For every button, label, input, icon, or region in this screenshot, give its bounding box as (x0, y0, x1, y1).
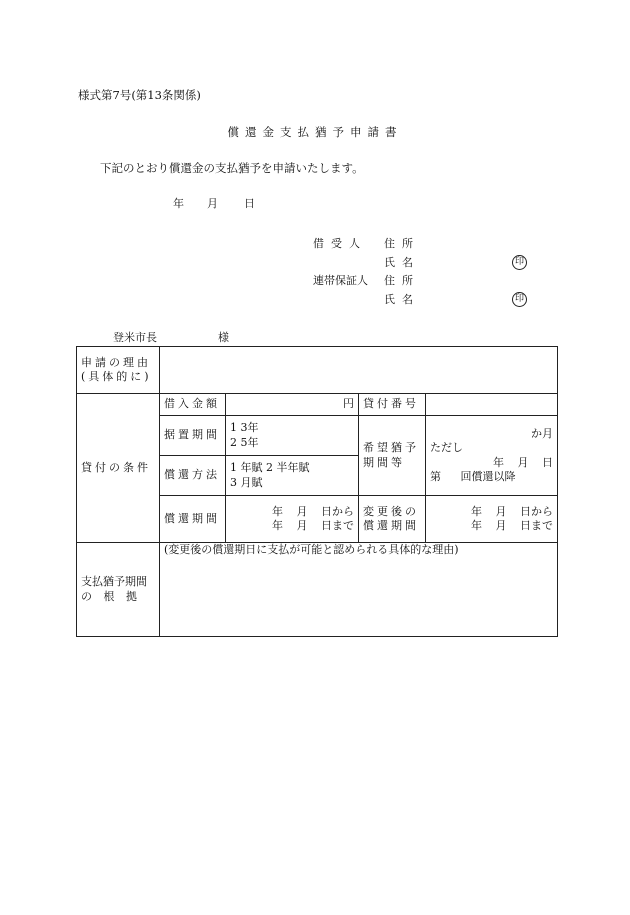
changed-period-field[interactable] (426, 496, 558, 543)
period-label: 償還期間 (160, 496, 226, 543)
borrower-name-label: 氏名 (384, 256, 420, 269)
deferment-label: 据置期間 (160, 416, 226, 456)
borrower-seal-icon: 印 (512, 255, 527, 270)
loan-number-label: 貸付番号 (359, 394, 426, 416)
basis-input-field[interactable] (160, 543, 558, 637)
deferment-option-2: 2 5年 (230, 435, 259, 449)
desired-deferment-sublabel: 期間等 (363, 455, 405, 469)
addressee-name: 登米市長 (113, 331, 157, 344)
proviso-text: ただし (430, 441, 463, 455)
reason-row (77, 347, 558, 394)
deferment-options[interactable] (226, 416, 359, 456)
from-nth-repayment: 第 回償還以降 (430, 469, 516, 483)
period-to: 年 月 日まで (272, 519, 354, 532)
period-from: 年 月 日から (272, 504, 354, 518)
addressee-honorific: 様 (218, 331, 229, 344)
borrower-label: 借受人 (313, 237, 367, 250)
method-label: 償還方法 (160, 456, 226, 496)
yen-unit: 円 (343, 397, 354, 411)
basis-label: 支払猶予期間 (81, 575, 147, 589)
loan-amount-label: 借入金額 (160, 394, 226, 416)
changed-period-label-cell (359, 496, 426, 543)
document-title: 償還金支払猶予申請書 (227, 125, 403, 139)
loan-amount-row (77, 394, 558, 416)
desired-deferment-field[interactable] (426, 416, 558, 496)
guarantor-name-label: 氏名 (384, 293, 420, 306)
basis-sublabel: の 根 拠 (81, 589, 137, 603)
reason-sublabel: (具体的に) (81, 370, 152, 383)
loan-amount-field[interactable] (226, 394, 359, 416)
months-unit: か月 (531, 426, 553, 440)
basis-label-cell (77, 543, 160, 637)
application-form-table (76, 346, 558, 637)
reason-label: 申請の理由 (81, 355, 151, 369)
date-day: 日 (244, 197, 255, 210)
method-option-1: 1 年賦 2 半年賦 (230, 461, 310, 475)
borrower-address-label: 住所 (384, 237, 420, 250)
intro-text: 下記のとおり償還金の支払猶予を申請いたします。 (100, 161, 364, 175)
loan-number-field[interactable] (426, 394, 558, 416)
basis-row (77, 543, 558, 637)
reason-label-cell (77, 347, 160, 394)
basis-note: (変更後の償還期日に支払が可能と認められる具体的な理由) (164, 543, 459, 556)
changed-period-label: 変更後の (363, 504, 419, 518)
deferment-option-1: 1 3年 (230, 421, 259, 435)
changed-period-from: 年 月 日から (471, 504, 553, 518)
period-field[interactable] (226, 496, 359, 543)
guarantor-label: 連帯保証人 (313, 274, 368, 287)
guarantor-seal-icon: 印 (512, 292, 527, 307)
conditions-label: 貸付の条件 (77, 394, 160, 543)
desired-deferment-label: 希望猶予 (363, 441, 419, 455)
method-option-2: 3 月賦 (230, 475, 263, 489)
date-month: 月 (207, 197, 218, 210)
guarantor-address-label: 住所 (384, 274, 420, 287)
method-options[interactable] (226, 456, 359, 496)
reason-input-field[interactable] (160, 347, 558, 394)
changed-period-to: 年 月 日まで (471, 519, 553, 532)
changed-period-sublabel: 償還期間 (363, 519, 419, 532)
form-number: 様式第7号(第13条関係) (78, 88, 201, 102)
proviso-date: 年 月 日 (493, 455, 553, 469)
date-year: 年 (173, 197, 184, 210)
desired-deferment-label-cell (359, 416, 426, 496)
